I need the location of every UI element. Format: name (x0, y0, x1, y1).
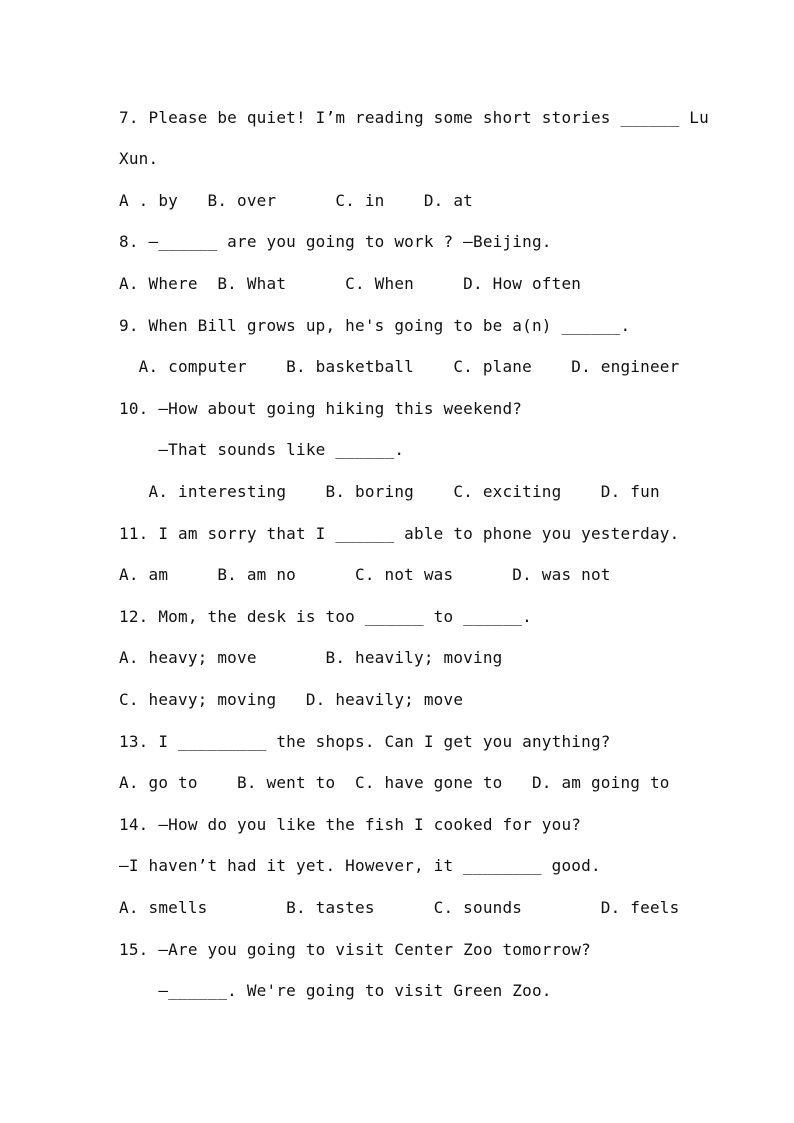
question-11-options: A. am B. am no C. not was D. was not (119, 565, 611, 584)
question-9-stem: 9. When Bill grows up, he's going to be a(n) ______. (119, 316, 631, 335)
question-10-options: A. interesting B. boring C. exciting D. fun (119, 482, 660, 501)
question-12-options-cd: C. heavy; moving D. heavily; move (119, 690, 464, 709)
question-15-stem: 15. —Are you going to visit Center Zoo tomorrow? (119, 940, 591, 959)
question-9-options: A. computer B. basketball C. plane D. engineer (119, 357, 680, 376)
question-11-stem: 11. I am sorry that I ______ able to phone you yesterday. (119, 524, 680, 543)
question-7-stem: 7. Please be quiet! I’m reading some short stories ______ Lu (119, 108, 709, 127)
question-12-stem: 12. Mom, the desk is too ______ to ______. (119, 607, 532, 626)
question-10-stem: 10. —How about going hiking this weekend? (119, 399, 523, 418)
question-10-response: —That sounds like ______. (119, 440, 405, 459)
question-14-stem: 14. —How do you like the fish I cooked for you? (119, 815, 582, 834)
question-8-options: A. Where B. What C. When D. How often (119, 274, 582, 293)
question-15-response: —______. We're going to visit Green Zoo. (119, 981, 552, 1000)
question-12-options-ab: A. heavy; move B. heavily; moving (119, 648, 503, 667)
question-13-stem: 13. I _________ the shops. Can I get you anything? (119, 732, 611, 751)
question-8-stem: 8. —______ are you going to work ? —Beijing. (119, 232, 552, 251)
question-14-response: —I haven’t had it yet. However, it ________ good. (119, 856, 601, 875)
question-14-options: A. smells B. tastes C. sounds D. feels (119, 898, 680, 917)
question-13-options: A. go to B. went to C. have gone to D. am going to (119, 773, 670, 792)
question-7-stem-continued: Xun. (119, 149, 159, 168)
question-7-options: A . by B. over C. in D. at (119, 191, 473, 210)
